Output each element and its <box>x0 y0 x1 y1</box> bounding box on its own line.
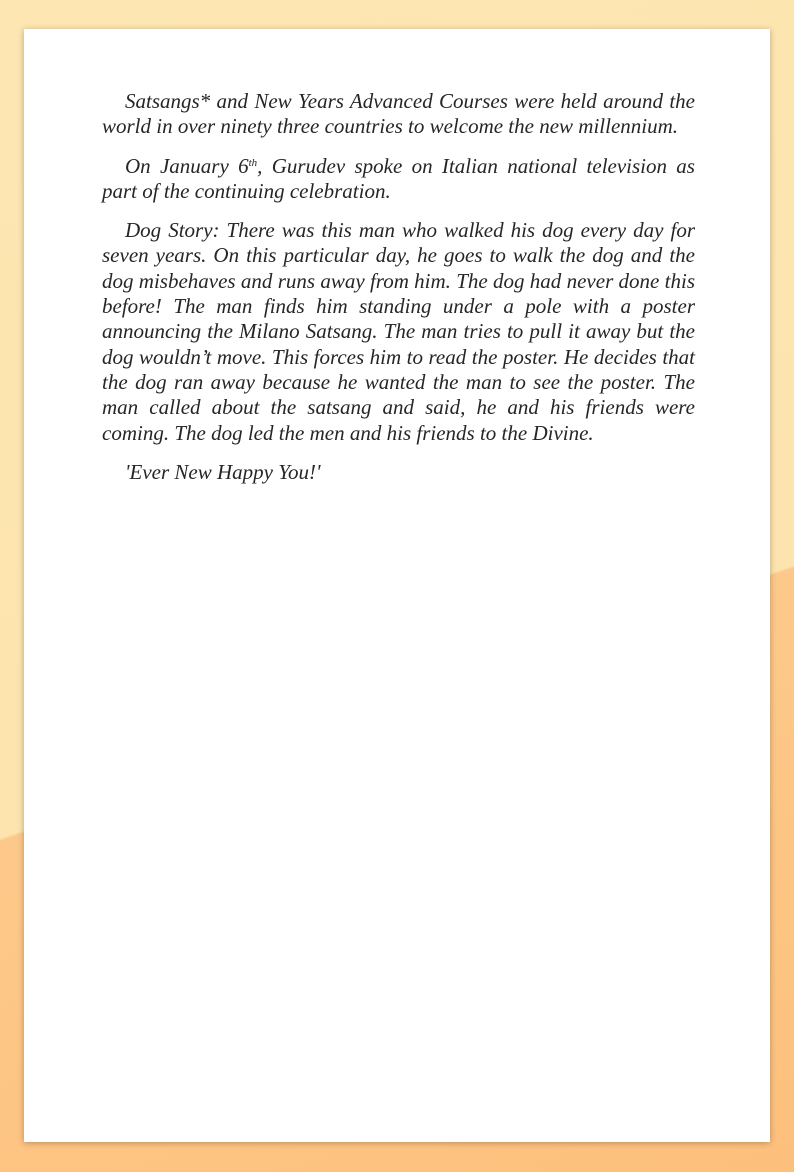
paragraph-january-text-end: , Gurudev spoke on Italian national television as part of the continuing celebration. <box>102 153 695 203</box>
page-body <box>102 89 695 499</box>
paragraph-satsangs: Satsangs* and New Years Advanced Courses were held around the world in over ninety three countries to welcome the new millennium. <box>102 89 695 139</box>
paragraph-dog-story: Dog Story: There was this man who walked his dog every day for seven years. On this particular day, he goes to walk the dog and the dog misbehaves and runs away from him. The dog had never done this before! The man finds him standing under a pole with a poster announcing the Milano Satsang. The man tries to pull it away but the dog wouldn’t move. This forces him to read the poster. He decides that the dog ran away because he wanted the man to see the poster. The man called about the satsang and said, he and his friends were coming. The dog led the men and his friends to the Divine. <box>102 218 695 445</box>
ordinal-superscript: th <box>248 156 258 169</box>
paragraph-closing-quote: 'Ever New Happy You!' <box>125 459 321 484</box>
paragraph-january-text-start: On January 6 <box>125 153 249 178</box>
document-page <box>24 29 770 1142</box>
paragraph-january <box>102 154 695 205</box>
